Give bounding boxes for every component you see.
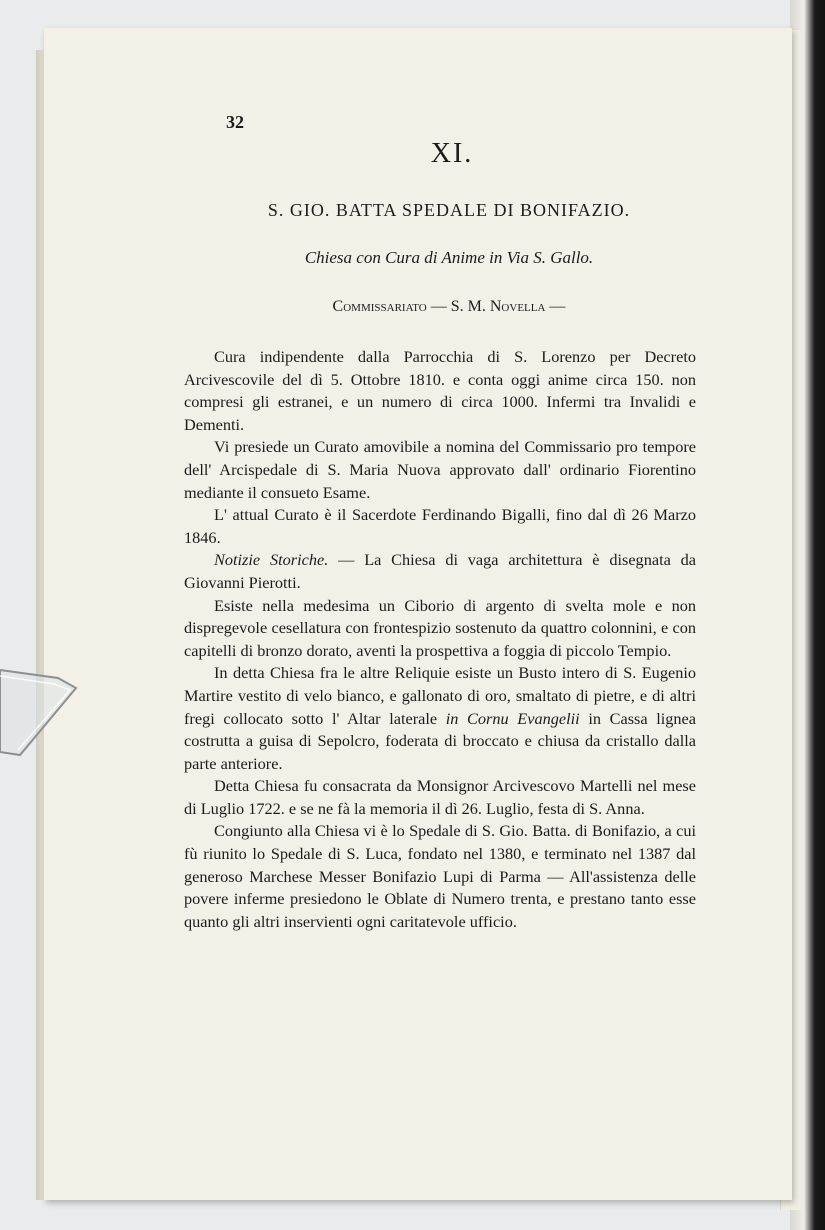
book-page xyxy=(44,28,792,1200)
district-line: Commissariato — S. M. Novella — xyxy=(332,298,566,315)
paragraph: L' attual Curato è il Sacerdote Ferdinando Bigalli, fino dal dì 26 Marzo 1846. xyxy=(184,505,696,547)
paragraph: Congiunto alla Chiesa vi è lo Spedale di S. Gio. Batta. di Bonifazio, a cui fù riunito lo Spedale di S. Luca, fondato nel 1380, e terminato nel 1387 dal generoso Marchese Messer Bonifazio Lupi di Parma — All'assistenza delle povere inferme presiedono le Oblate di Numero trenta, e prestano tanto esse quanto gli altri inservienti ogni caritatevole ufficio. xyxy=(184,821,696,931)
chapter-heading: XI. xyxy=(430,138,474,169)
paragraph xyxy=(184,549,696,594)
paragraph: Esiste nella medesima un Ciborio di argento di svelta mole e non dispregevole cesellatura con frontespizio sostenuto da quattro colonnini, e con capitelli di bronzo dorato, aventi la prospettiva a foggia di piccolo Tempio. xyxy=(184,595,696,660)
paragraph-lead: Notizie Storiche. xyxy=(214,550,329,570)
paragraph: Detta Chiesa fu consacrata da Monsignor Arcivescovo Martelli nel mese di Luglio 1722. e se ne fà la memoria il dì 26. Luglio, festa di S. Anna. xyxy=(184,776,696,818)
paragraph-text: — La Chiesa di vaga architettura è disegnata da Giovanni Pierotti. xyxy=(184,550,697,592)
paragraph-text: In detta Chiesa fra le altre Reliquie esiste un Busto intero di S. Eugenio Martire vestito di velo bianco, e gallonato di oro, smaltato di pietre, e di altri fregi collocato sotto l' Altar laterale xyxy=(184,663,696,728)
paragraph-tail: in Cassa lignea costrutta a guisa di Sepolcro, foderata di broccato e chiusa da cristallo dalla parte anteriore. xyxy=(184,708,697,773)
glass-plate-icon xyxy=(0,660,78,760)
paragraph: Vi presiede un Curato amovibile a nomina del Commissario pro tempore dell' Arcispedale di S. Maria Nuova approvato dall' ordinario Fiorentino mediante il consueto Esame. xyxy=(184,437,696,502)
page-number: 32 xyxy=(226,112,244,132)
church-title: S. GIO. BATTA SPEDALE DI BONIFAZIO. xyxy=(267,200,631,220)
paragraph-italic: in Cornu Evangelii xyxy=(445,708,580,728)
church-subtitle: Chiesa con Cura di Anime in Via S. Gallo. xyxy=(304,248,594,267)
body-text xyxy=(184,346,696,933)
paragraph: Cura indipendente dalla Parrocchia di S. Lorenzo per Decreto Arcivescovile del dì 5. Ottobre 1810. e conta oggi anime circa 150. non compresi gli estranei, e un numero di circa 1000. Infermi tra Invalidi e Dementi. xyxy=(184,347,696,434)
paragraph xyxy=(184,662,696,775)
